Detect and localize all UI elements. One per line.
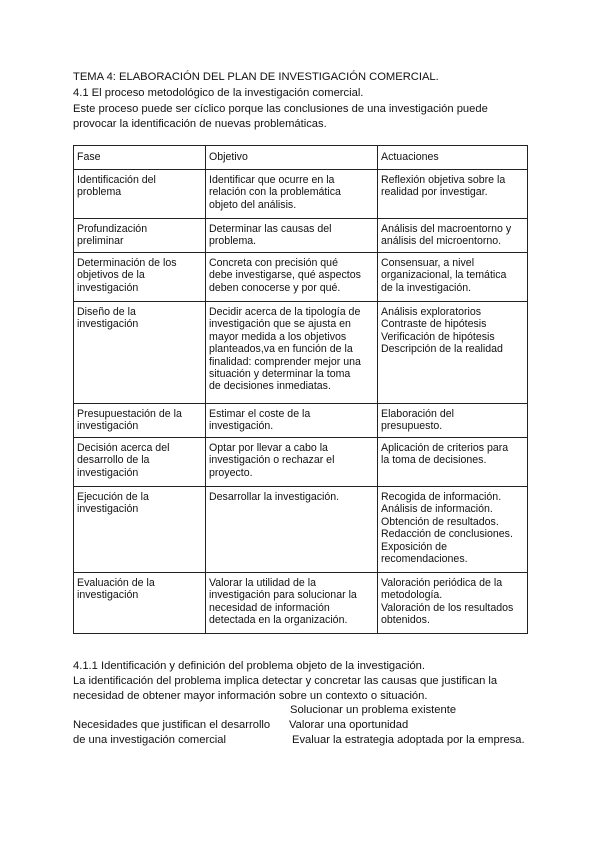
cell-text-line: Diseño de la <box>77 306 136 318</box>
cell-objetivo <box>206 573 378 634</box>
cell-text-line: detectada en la organización. <box>209 614 348 627</box>
cell-text-line: Valorar la utilidad de la <box>209 577 316 589</box>
cell-text-line: Verificación de hipótesis <box>381 330 495 343</box>
cell-text-line: situación y determinar la toma <box>209 368 351 381</box>
cell-objetivo <box>206 302 378 404</box>
cell-text-line: Valoración periódica de la <box>381 577 503 589</box>
cell-actuaciones <box>378 404 528 438</box>
cell-text-line: deben conocerse y por qué. <box>209 281 341 294</box>
cell-objetivo <box>206 487 378 573</box>
cell-text-line: Análisis de información. <box>381 503 493 516</box>
header-objetivo: Objetivo <box>206 146 378 170</box>
cell-text-line: Contraste de hipótesis <box>381 318 487 331</box>
cell-text-line: finalidad: comprender mejor una <box>209 355 361 368</box>
cell-text-line: Consensuar, a nivel <box>381 257 475 269</box>
header-fase: Fase <box>74 146 206 170</box>
cell-text-line: la toma de decisiones. <box>381 454 487 467</box>
table-row <box>74 170 528 219</box>
intro-line-1: Este proceso puede ser cíclico porque las conclusiones de una investigación puede <box>73 103 488 115</box>
cell-actuaciones <box>378 253 528 302</box>
needs-label-line-1: Necesidades que justifican el desarrollo <box>73 719 271 731</box>
table-row <box>74 438 528 487</box>
cell-text-line: investigación que se ajusta en <box>209 318 351 331</box>
table-header-row <box>74 146 528 170</box>
cell-text-line: Desarrollar la investigación. <box>209 491 340 503</box>
cell-text-line: investigación <box>77 318 139 331</box>
table-row <box>74 302 528 404</box>
cell-text-line: objeto del análisis. <box>209 198 297 211</box>
cell-text-line: mayor medida a los objetivos <box>209 330 347 343</box>
cell-fase <box>74 404 206 438</box>
needs-label-line-2: de una investigación comercial <box>73 734 226 746</box>
cell-text-line: de decisiones inmediatas. <box>209 380 331 393</box>
cell-text-line: realidad por investigar. <box>381 186 488 199</box>
cell-text-line: Concreta con precisión qué <box>209 257 338 269</box>
cell-text-line: Ejecución de la <box>77 491 149 503</box>
cell-text-line: Análisis exploratorios <box>381 306 482 318</box>
cell-text-line: debe investigarse, qué aspectos <box>209 269 361 282</box>
cell-objetivo <box>206 404 378 438</box>
cell-text-line: problema. <box>209 235 257 248</box>
cell-fase <box>74 487 206 573</box>
cell-text-line: Exposición de <box>381 540 447 553</box>
cell-text-line: Obtención de resultados. <box>381 515 499 528</box>
cell-fase <box>74 219 206 253</box>
section-subtitle: 4.1 El proceso metodológico de la investigación comercial. <box>73 87 364 99</box>
cell-actuaciones <box>378 573 528 634</box>
cell-text-line: organizacional, la temática <box>381 269 507 282</box>
cell-text-line: Descripción de la realidad <box>381 343 503 356</box>
cell-text-line: Análisis del macroentorno y <box>381 223 512 235</box>
cell-text-line: planteados,va en función de la <box>209 343 353 356</box>
table-row <box>74 253 528 302</box>
cell-text-line: Identificación del <box>77 174 156 186</box>
table-row <box>74 404 528 438</box>
cell-objetivo <box>206 219 378 253</box>
cell-text-line: Determinación de los <box>77 257 177 269</box>
cell-text-line: investigación <box>77 466 139 479</box>
cell-actuaciones <box>378 438 528 487</box>
cell-text-line: Estimar el coste de la <box>209 408 311 420</box>
cell-text-line: necesidad de información <box>209 601 330 614</box>
cell-text-line: recomendaciones. <box>381 553 468 566</box>
table-row <box>74 219 528 253</box>
cell-fase <box>74 438 206 487</box>
subsection-text-line-1: La identificación del problema implica detectar y concretar las causas que justifican la <box>73 675 498 687</box>
cell-fase <box>74 573 206 634</box>
cell-text-line: investigación o rechazar el <box>209 454 335 467</box>
cell-text-line: objetivos de la <box>77 269 145 282</box>
cell-actuaciones <box>378 487 528 573</box>
cell-text-line: presupuesto. <box>381 420 443 433</box>
cell-text-line: Presupuestación de la <box>77 408 182 420</box>
cell-text-line: investigación <box>77 420 139 433</box>
cell-text-line: Optar por llevar a cabo la <box>209 442 328 454</box>
cell-text-line: Determinar las causas del <box>209 223 332 235</box>
cell-objetivo <box>206 438 378 487</box>
cell-text-line: Redacción de conclusiones. <box>381 528 513 541</box>
cell-text-line: Decisión acerca del <box>77 442 170 454</box>
need-option-2: Valorar una oportunidad <box>289 719 409 731</box>
process-table <box>73 145 528 634</box>
subsection-text-line-2: necesidad de obtener mayor información sobre un contexto o situación. <box>73 690 428 702</box>
cell-text-line: Aplicación de criterios para <box>381 442 509 454</box>
header-actuaciones: Actuaciones <box>378 146 528 170</box>
intro-line-2: provocar la identificación de nuevas problemáticas. <box>73 118 327 130</box>
cell-fase <box>74 253 206 302</box>
subsection-heading: 4.1.1 Identificación y definición del problema objeto de la investigación. <box>73 660 426 672</box>
cell-text-line: Reflexión objetiva sobre la <box>381 174 506 186</box>
cell-text-line: investigación <box>77 589 139 602</box>
cell-text-line: relación con la problemática <box>209 186 341 199</box>
cell-text-line: de la investigación. <box>381 281 472 294</box>
cell-actuaciones <box>378 170 528 219</box>
cell-text-line: investigación para solucionar la <box>209 589 357 602</box>
table-row <box>74 573 528 634</box>
cell-text-line: Recogida de información. <box>381 491 502 503</box>
need-option-3: Evaluar la estrategia adoptada por la empresa. <box>292 734 525 746</box>
cell-text-line: Identificar que ocurre en la <box>209 174 335 186</box>
cell-text-line: Decidir acerca de la tipología de <box>209 306 361 318</box>
cell-actuaciones <box>378 302 528 404</box>
cell-text-line: Valoración de los resultados <box>381 601 514 614</box>
cell-text-line: investigación <box>77 503 139 516</box>
cell-fase <box>74 302 206 404</box>
cell-text-line: obtenidos. <box>381 614 430 627</box>
cell-text-line: preliminar <box>77 235 124 248</box>
cell-objetivo <box>206 253 378 302</box>
cell-text-line: desarrollo de la <box>77 454 150 467</box>
cell-text-line: problema <box>77 186 122 199</box>
table-row <box>74 487 528 573</box>
cell-text-line: análisis del microentorno. <box>381 235 502 248</box>
cell-text-line: Elaboración del <box>381 408 455 420</box>
cell-text-line: Evaluación de la <box>77 577 155 589</box>
need-option-1: Solucionar un problema existente <box>290 704 457 716</box>
cell-text-line: Profundización <box>77 223 148 235</box>
cell-text-line: investigación <box>77 281 139 294</box>
cell-fase <box>74 170 206 219</box>
cell-objetivo <box>206 170 378 219</box>
document-title: TEMA 4: ELABORACIÓN DEL PLAN DE INVESTIGACIÓN COMERCIAL. <box>73 71 439 83</box>
cell-text-line: proyecto. <box>209 466 253 479</box>
cell-text-line: metodología. <box>381 589 443 602</box>
cell-actuaciones <box>378 219 528 253</box>
cell-text-line: investigación. <box>209 420 274 433</box>
